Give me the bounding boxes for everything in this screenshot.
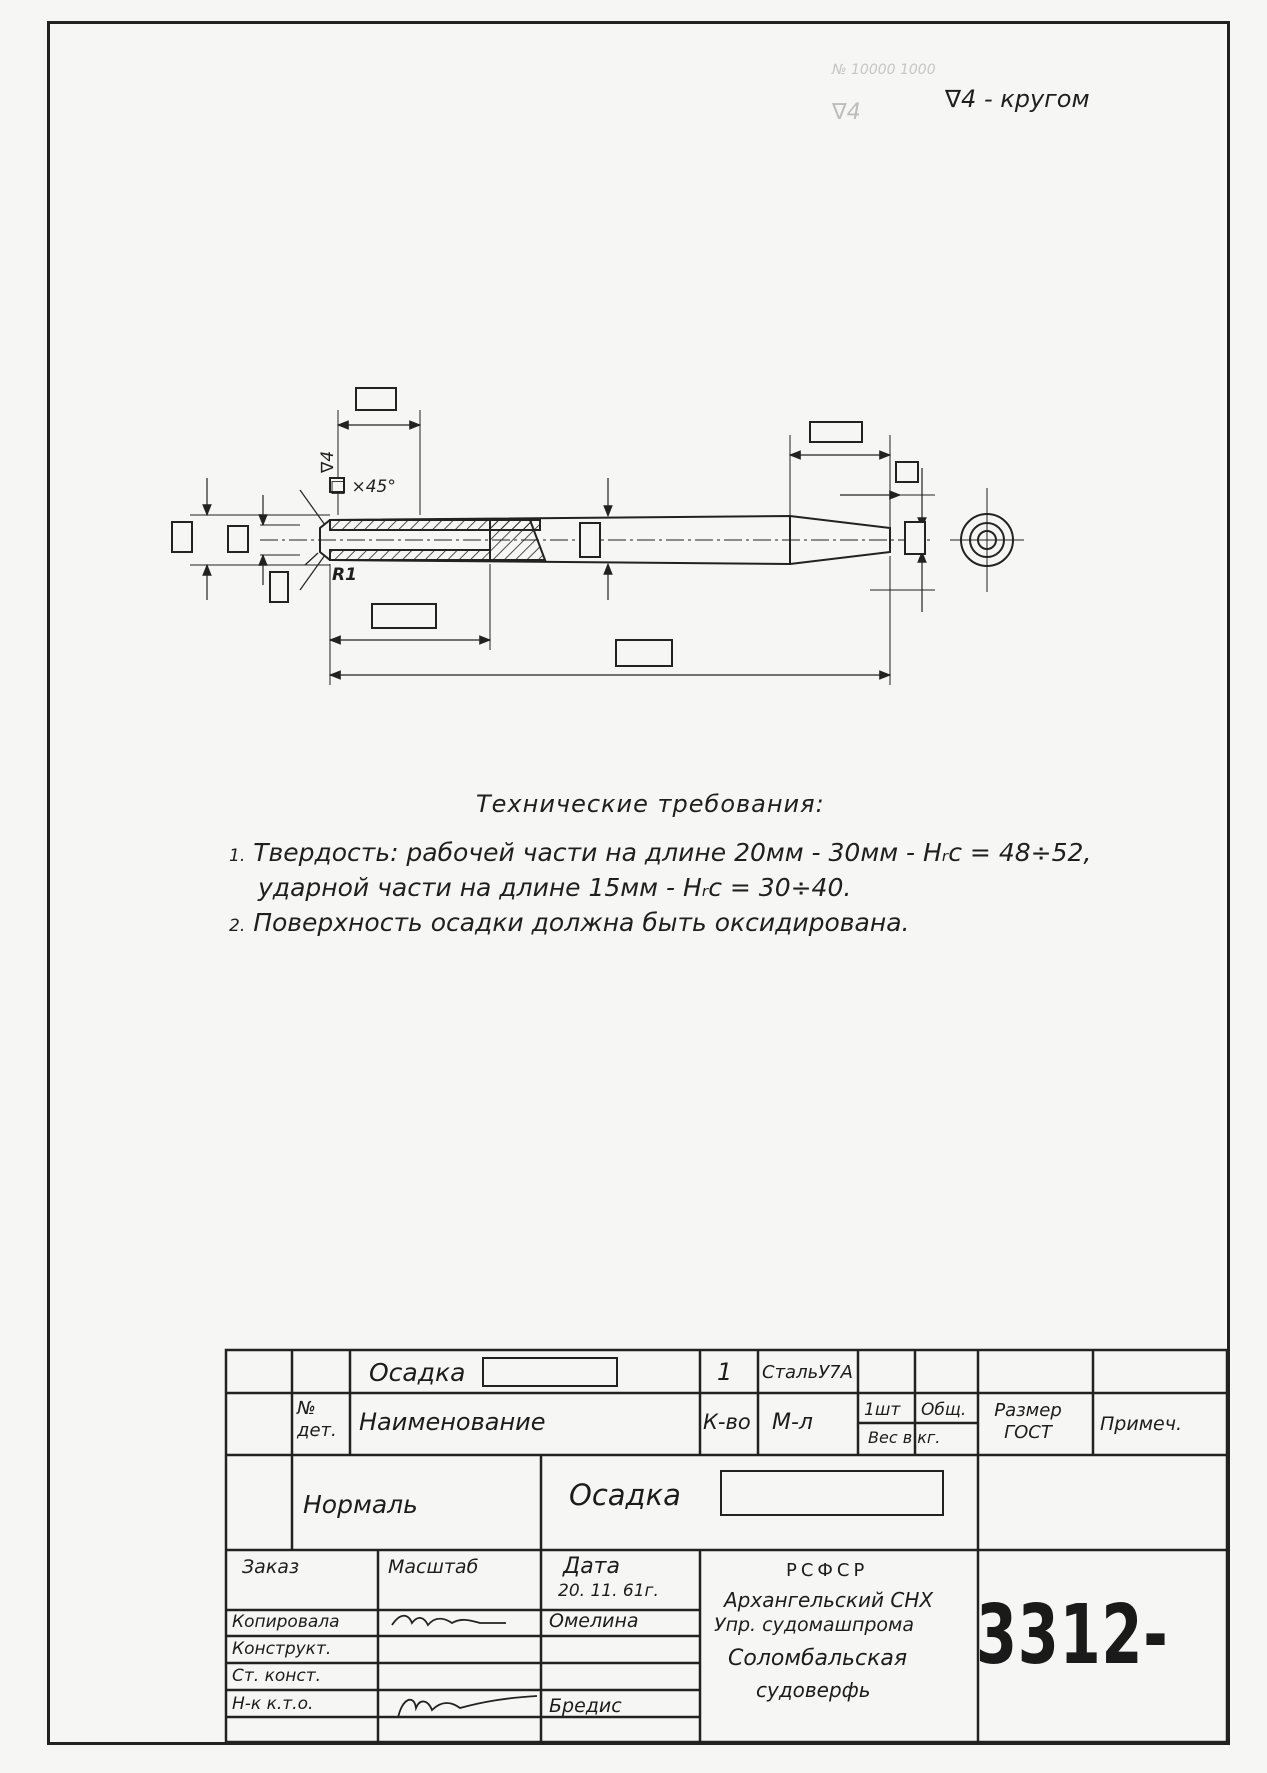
hdr-name: Наименование xyxy=(359,1408,546,1436)
norm-label: Н-к к.т.о. xyxy=(232,1694,314,1714)
org-line-5: судоверфь xyxy=(756,1678,871,1702)
norm-signature-scribble xyxy=(392,1688,542,1728)
hdr-size-gost: Размер ГОСТ xyxy=(994,1400,1062,1443)
hdr-qty: К-во xyxy=(703,1410,751,1434)
normal-label: Нормаль xyxy=(303,1490,418,1519)
copied-label: Копировала xyxy=(232,1612,340,1632)
copied-signature-scribble xyxy=(388,1609,518,1633)
copied-name: Омелина xyxy=(549,1610,639,1632)
norm-name: Бредис xyxy=(549,1695,622,1717)
hdr-material: М-л xyxy=(772,1410,813,1435)
requirement-1-text: Твердость: рабочей части на длине 20мм - 30мм - Hᵣc = 48÷52, xyxy=(253,838,1092,867)
org-line-1: РСФСР xyxy=(786,1560,869,1581)
date-value: 20. 11. 61г. xyxy=(558,1581,659,1601)
scale-label: Масштаб xyxy=(388,1556,479,1578)
hdr-note: Примеч. xyxy=(1100,1413,1182,1435)
faint-stamp-text: № 10000 1000 xyxy=(832,62,936,78)
faint-roughness-mark: ∇4 xyxy=(832,100,861,125)
drawing-number: 3312- xyxy=(976,1588,1169,1683)
designed-label: Конструкт. xyxy=(232,1639,332,1659)
row1-name-box xyxy=(482,1357,618,1387)
chamfer-label: □ ×45° xyxy=(330,477,396,497)
org-line-4: Соломбальская xyxy=(728,1646,908,1671)
hdr-weight: Вес в кг. xyxy=(868,1428,941,1447)
org-line-3: Упр. судомашпрома xyxy=(714,1614,915,1636)
copied-signature xyxy=(388,1609,518,1638)
surface-roughness-note: ∇4 - кругом xyxy=(945,85,1090,113)
requirement-1-number: 1. xyxy=(229,846,246,866)
row1-name: Осадка xyxy=(369,1358,466,1387)
checked-label: Ст. конст. xyxy=(232,1666,322,1686)
radius-label: R1 xyxy=(332,565,357,585)
local-roughness-label: ∇4 xyxy=(318,450,338,473)
date-label: Дата xyxy=(563,1554,620,1579)
tech-requirements-title: Технические требования: xyxy=(476,790,825,818)
requirement-2-number: 2. xyxy=(229,916,246,936)
org-line-2: Архангельский СНХ xyxy=(724,1588,934,1612)
row1-material: СтальУ7А xyxy=(762,1362,853,1383)
hdr-det-no: № дет. xyxy=(297,1398,337,1441)
requirement-2-text: Поверхность осадки должна быть оксидирована. xyxy=(253,908,910,937)
norm-signature xyxy=(392,1688,542,1732)
row1-qty: 1 xyxy=(717,1358,733,1386)
requirement-1-line-2: ударной части на длине 15мм - Hᵣc = 30÷40. xyxy=(258,873,852,902)
hdr-weight-1pc: 1шт xyxy=(864,1400,901,1420)
hdr-weight-total: Общ. xyxy=(921,1400,967,1420)
part-title: Осадка xyxy=(569,1478,681,1512)
order-label: Заказ xyxy=(242,1556,300,1578)
part-title-box xyxy=(720,1470,944,1516)
